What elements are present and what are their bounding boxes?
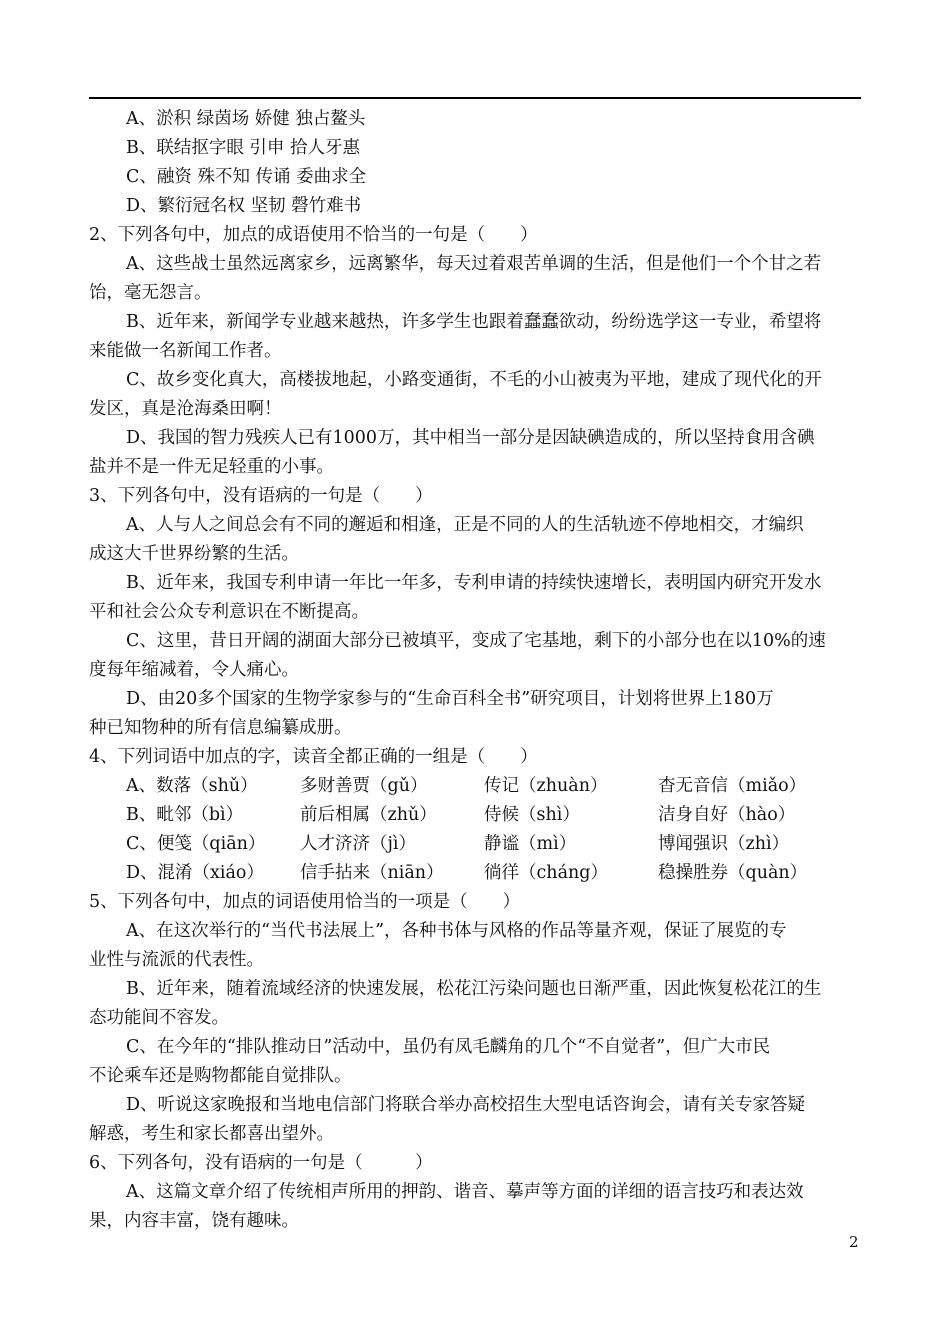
question-stem: 3、下列各句中，没有语病的一句是（ ） bbox=[89, 486, 433, 506]
option-cell: 静谧（mì） bbox=[484, 834, 577, 854]
question-4 bbox=[89, 743, 861, 888]
option-cell: 信手拈来（niān） bbox=[300, 863, 444, 883]
option-cell: 前后相属（zhǔ） bbox=[300, 805, 437, 825]
option-continuation: 发区，真是沧海桑田啊！ bbox=[89, 399, 282, 419]
option-cell: 人才济济（jì） bbox=[300, 834, 417, 854]
option-cell: 传记（zhuàn） bbox=[484, 776, 608, 796]
option-cell: 洁身自好（hào） bbox=[658, 805, 796, 825]
option-line: C、这里，昔日开阔的湖面大部分已被填平，变成了宅基地，剩下的小部分也在以10%的速 bbox=[126, 631, 826, 651]
option-cell: 徜徉（cháng） bbox=[484, 863, 608, 883]
option-continuation: 解惑，考生和家长都喜出望外。 bbox=[89, 1124, 334, 1144]
option-line: A、这篇文章介绍了传统相声所用的押韵、谐音、摹声等方面的详细的语言技巧和表达效 bbox=[126, 1182, 804, 1202]
option-continuation: 业性与流派的代表性。 bbox=[89, 950, 264, 970]
option-cell: 博闻强识（zhì） bbox=[658, 834, 790, 854]
option-cell: D、混淆（xiáo） bbox=[126, 863, 264, 883]
question-6 bbox=[89, 1149, 861, 1236]
option-cell: 杳无音信（miǎo） bbox=[658, 776, 807, 796]
option-row bbox=[89, 772, 861, 801]
option-line: A、这些战士虽然远离家乡，远离繁华，每天过着艰苦单调的生活，但是他们一个个甘之若 bbox=[126, 254, 822, 274]
option-continuation: 不论乘车还是购物都能自觉排队。 bbox=[89, 1066, 352, 1086]
question-stem: 2、下列各句中，加点的成语使用不恰当的一句是（ ） bbox=[89, 225, 538, 245]
option-continuation: 饴，毫无怨言。 bbox=[89, 283, 212, 303]
option-line: D、我国的智力残疾人已有1000万，其中相当一部分是因缺碘造成的，所以坚持食用含碘 bbox=[126, 428, 815, 448]
option-row bbox=[89, 801, 861, 830]
page-number: 2 bbox=[849, 1233, 859, 1251]
option-line: A、淤积 绿茵场 娇健 独占鳌头 bbox=[126, 109, 366, 129]
question-1-options bbox=[89, 105, 861, 221]
option-cell: 稳操胜券（quàn） bbox=[658, 863, 808, 883]
option-line: D、繁衍冠名权 坚韧 磬竹难书 bbox=[126, 196, 362, 216]
option-line: D、听说这家晚报和当地电信部门将联合举办高校招生大型电话咨询会，请有关专家答疑 bbox=[126, 1095, 806, 1115]
header-rule bbox=[89, 97, 861, 99]
page-content bbox=[89, 105, 861, 1236]
option-line: A、人与人之间总会有不同的邂逅和相逢，正是不同的人的生活轨迹不停地相交，才编织 bbox=[126, 515, 804, 535]
question-3 bbox=[89, 482, 861, 743]
option-line: B、近年来，我国专利申请一年比一年多，专利申请的持续快速增长，表明国内研究开发水 bbox=[126, 573, 822, 593]
option-continuation: 平和社会公众专利意识在不断提高。 bbox=[89, 602, 369, 622]
option-line: B、近年来，随着流域经济的快速发展，松花江污染问题也日渐严重，因此恢复松花江的生 bbox=[126, 979, 822, 999]
option-cell: 侍候（shì） bbox=[484, 805, 580, 825]
option-line: A、在这次举行的“当代书法展上”，各种书体与风格的作品等量齐观，保证了展览的专 bbox=[126, 921, 787, 941]
question-5 bbox=[89, 888, 861, 1149]
question-stem: 4、下列词语中加点的字，读音全都正确的一组是（ ） bbox=[89, 747, 538, 767]
option-line: C、在今年的“排队推动日”活动中，虽仍有凤毛麟角的几个“不自觉者”，但广大市民 bbox=[126, 1037, 771, 1057]
option-continuation: 成这大千世界纷繁的生活。 bbox=[89, 544, 299, 564]
option-line: C、融资 殊不知 传诵 委曲求全 bbox=[126, 167, 367, 187]
option-continuation: 果，内容丰富，饶有趣味。 bbox=[89, 1211, 299, 1231]
option-row bbox=[89, 859, 861, 888]
option-cell: A、数落（shǔ） bbox=[126, 776, 258, 796]
option-cell: 多财善贾（gǔ） bbox=[300, 776, 428, 796]
question-stem: 6、下列各句，没有语病的一句是（ ） bbox=[89, 1153, 433, 1173]
question-stem: 5、下列各句中，加点的词语使用恰当的一项是（ ） bbox=[89, 892, 521, 912]
option-line: B、近年来，新闻学专业越来越热，许多学生也跟着蠢蠢欲动，纷纷选学这一专业，希望将 bbox=[126, 312, 822, 332]
question-2 bbox=[89, 221, 861, 482]
option-continuation: 来能做一名新闻工作者。 bbox=[89, 341, 282, 361]
option-line: B、联结抠字眼 引申 拾人牙惠 bbox=[126, 138, 360, 158]
option-cell: C、便笺（qiān） bbox=[126, 834, 266, 854]
option-row bbox=[89, 830, 861, 859]
option-line: D、由20多个国家的生物学家参与的“生命百科全书”研究项目，计划将世界上180万 bbox=[126, 689, 774, 709]
option-continuation: 度每年缩减着，令人痛心。 bbox=[89, 660, 299, 680]
option-continuation: 种已知物种的所有信息编纂成册。 bbox=[89, 718, 352, 738]
option-line: C、故乡变化真大，高楼拔地起，小路变通街，不毛的小山被夷为平地，建成了现代化的开 bbox=[126, 370, 822, 390]
option-continuation: 态功能间不容发。 bbox=[89, 1008, 229, 1028]
option-cell: B、毗邻（bì） bbox=[126, 805, 244, 825]
option-continuation: 盐并不是一件无足轻重的小事。 bbox=[89, 457, 334, 477]
